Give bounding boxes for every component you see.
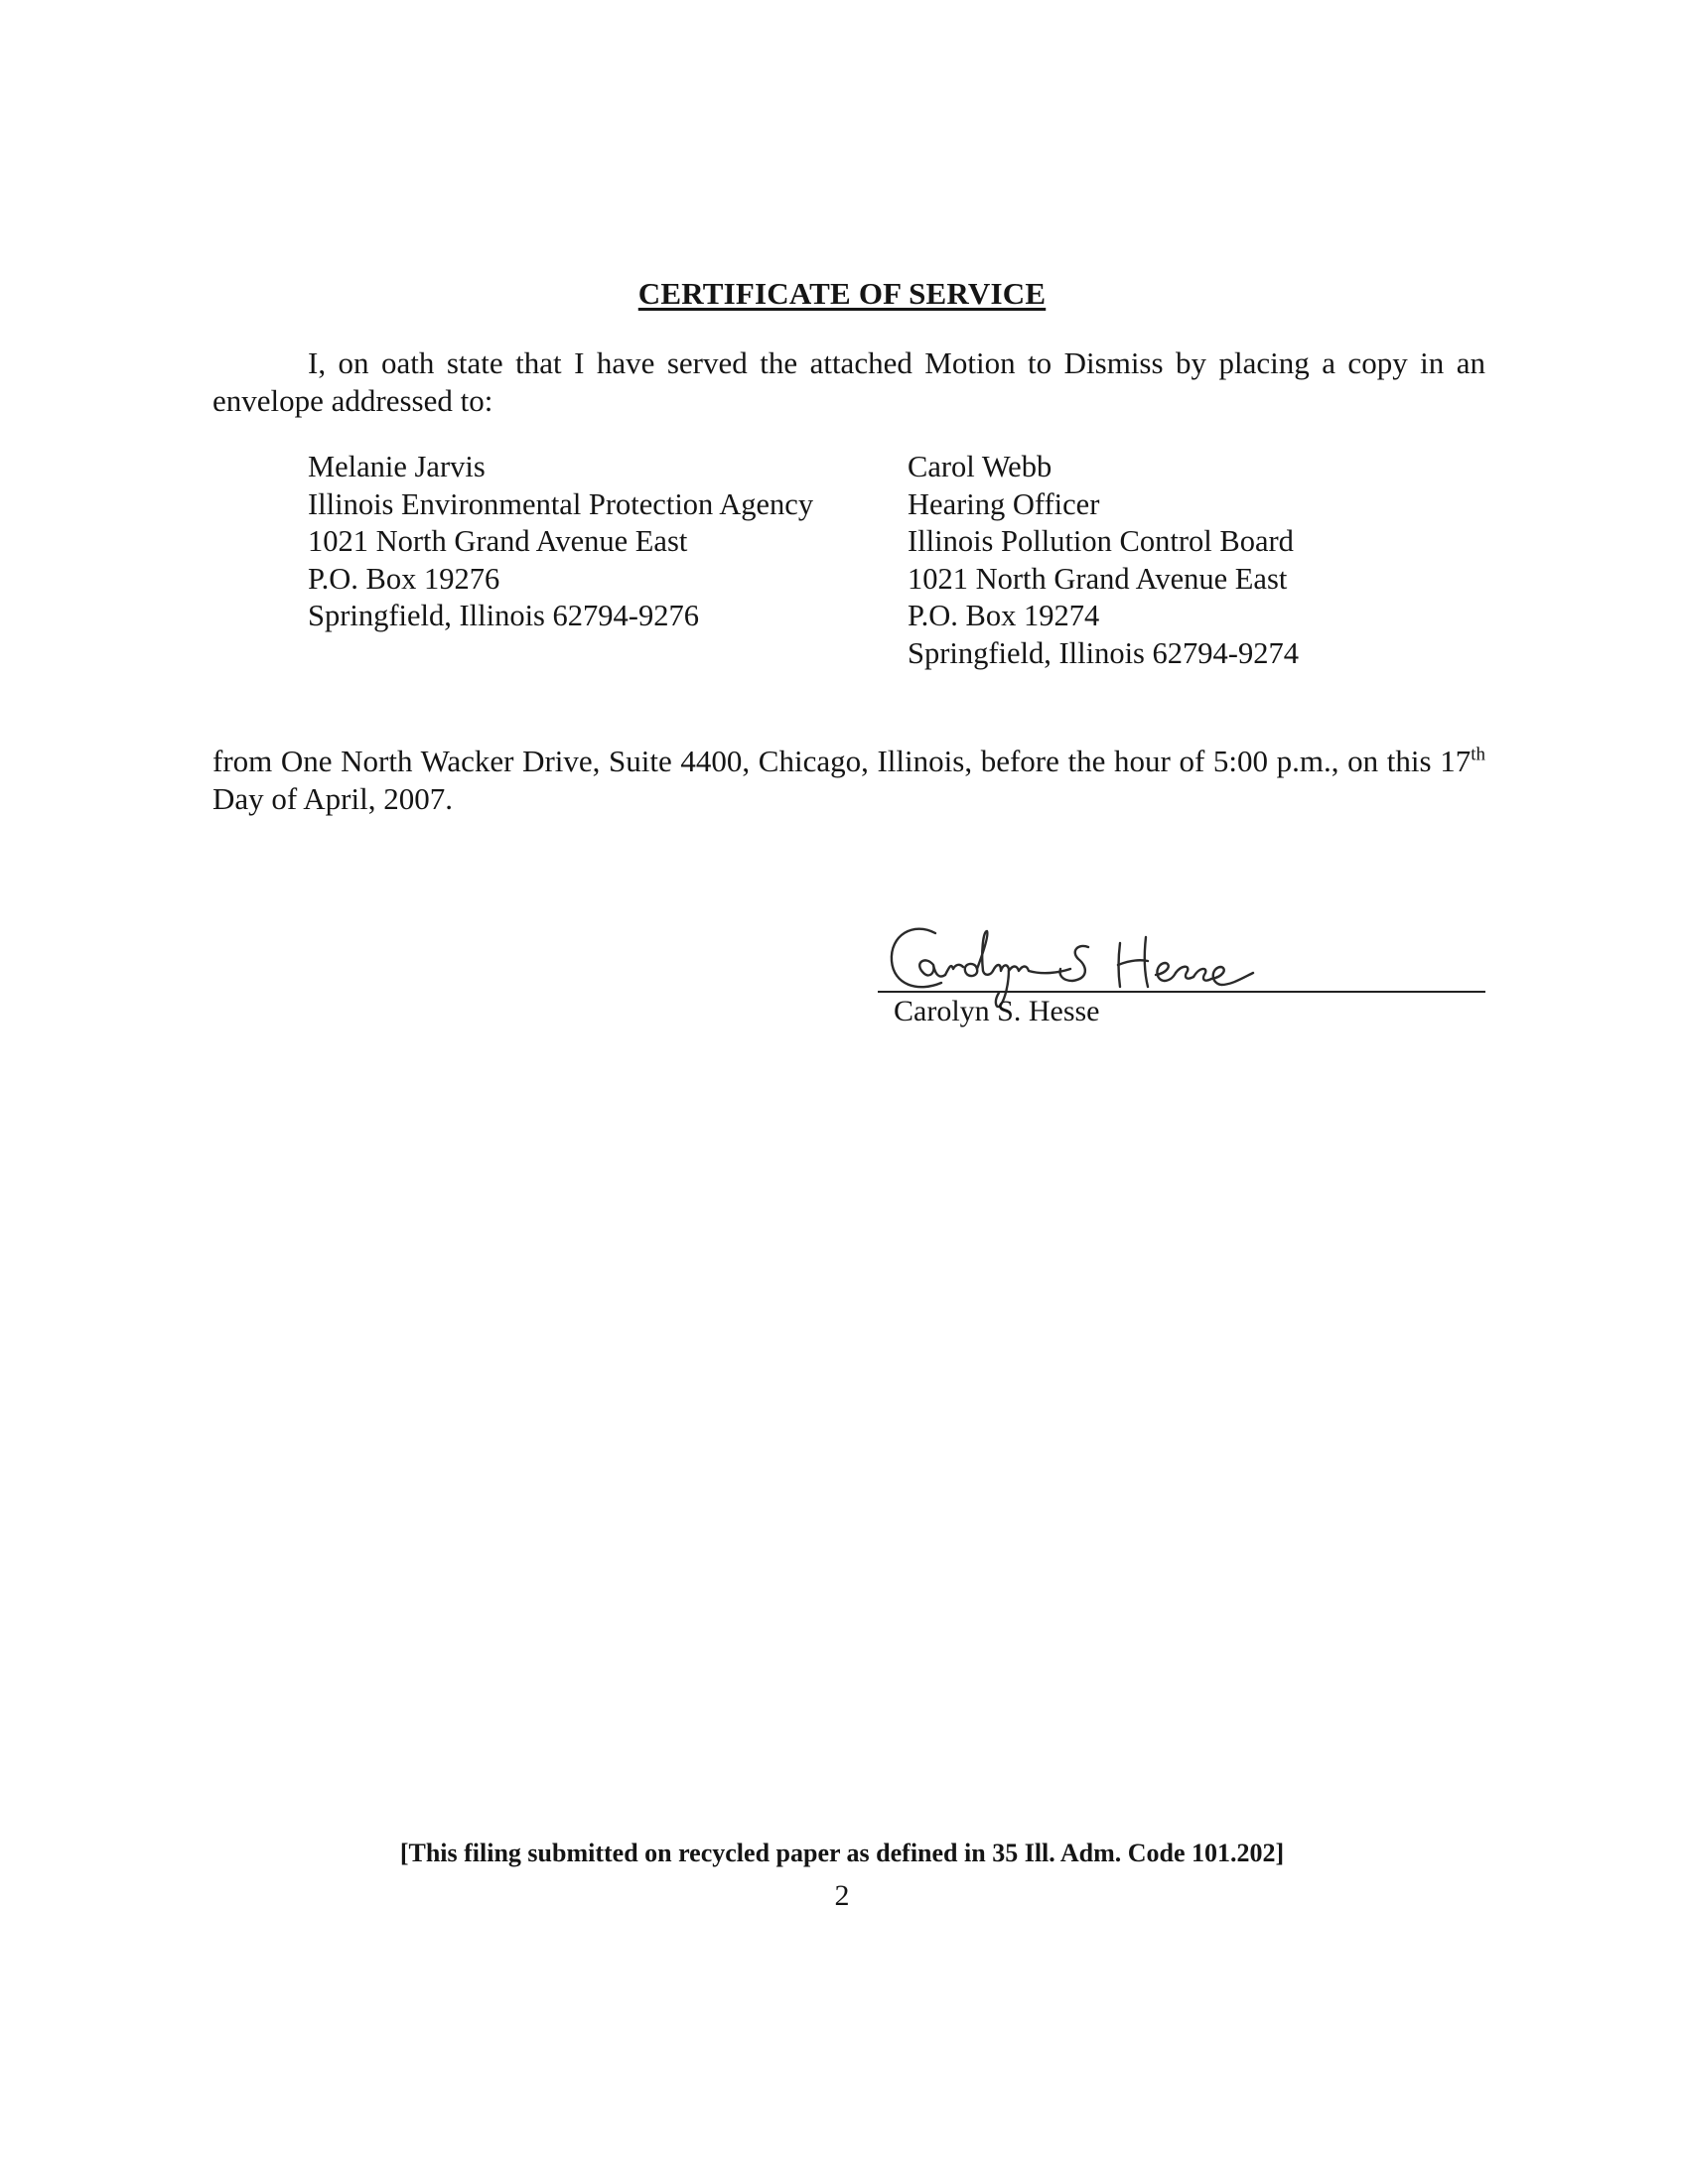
closing-text-end: Day of April, 2007. bbox=[212, 781, 453, 816]
closing-text-start: from One North Wacker Drive, Suite 4400, Chicago, Illinois, before the hour of 5:00 p.m., on this 17 bbox=[212, 744, 1472, 778]
addressee-role: Hearing Officer bbox=[908, 486, 1100, 521]
addressee-organization: Illinois Environmental Protection Agency bbox=[308, 486, 814, 521]
addressee-left bbox=[308, 449, 813, 635]
addressee-street: 1021 North Grand Avenue East bbox=[908, 561, 1288, 596]
addressee-city-state-zip: Springfield, Illinois 62794-9276 bbox=[308, 599, 699, 632]
day-ordinal-suffix: th bbox=[1471, 744, 1485, 765]
page-number: 2 bbox=[834, 1879, 850, 1912]
addressee-street: 1021 North Grand Avenue East bbox=[308, 524, 688, 558]
addressee-name: Carol Webb bbox=[908, 450, 1052, 483]
page-title: CERTIFICATE OF SERVICE bbox=[637, 276, 1047, 311]
addressee-po-box: P.O. Box 19276 bbox=[308, 561, 500, 596]
intro-text: I, on oath state that I have served the attached Motion to Dismiss by placing a copy in an envelope addressed to: bbox=[212, 345, 1485, 418]
addressee-name: Melanie Jarvis bbox=[308, 450, 486, 483]
footer-note: [This filing submitted on recycled paper as defined in 35 Ill. Adm. Code 101.202] bbox=[399, 1839, 1285, 1867]
addressee-po-box: P.O. Box 19274 bbox=[908, 599, 1100, 632]
addressee-right bbox=[908, 449, 1299, 672]
addressee-city-state-zip: Springfield, Illinois 62794-9274 bbox=[908, 635, 1299, 670]
signature-block bbox=[878, 913, 1485, 1042]
signer-printed-name: Carolyn S. Hesse bbox=[894, 995, 1100, 1027]
signature-line bbox=[878, 991, 1485, 993]
addressee-organization: Illinois Pollution Control Board bbox=[908, 524, 1294, 558]
intro-paragraph bbox=[212, 344, 1485, 420]
closing-paragraph bbox=[212, 743, 1485, 818]
